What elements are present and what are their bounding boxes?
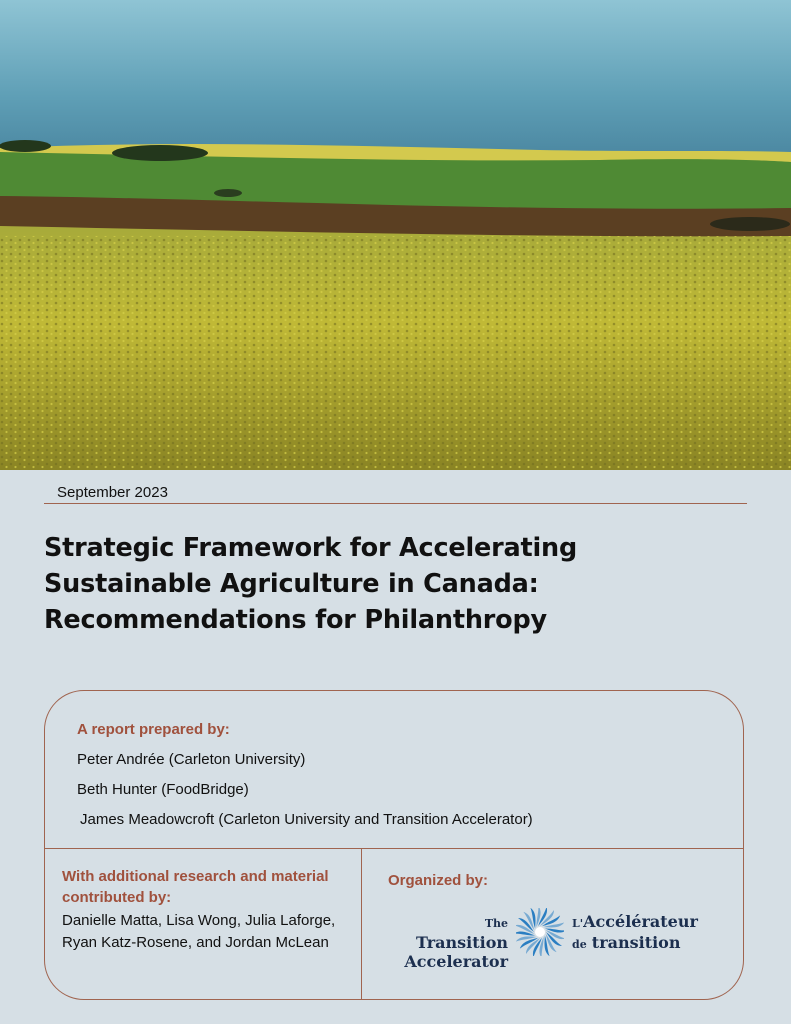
logo-en-line1: Transition [415,933,508,952]
transition-accelerator-wordmark-en [388,912,508,971]
logo-en-small: The [484,917,508,930]
report-title [44,530,744,638]
logo-fr-small: L' [572,917,584,930]
credits-vertical-divider [361,848,362,1000]
contributors-list: Danielle Matta, Lisa Wong, Julia Laforge, Ryan Katz-Rosene, and Jordan McLean [62,912,336,951]
cover-photo-canola-field [0,0,791,470]
organized-by-label: Organized by: [388,872,489,889]
logo-fr-line2: transition [591,933,681,952]
credits-horizontal-divider [44,848,744,849]
logo-en-line2: Accelerator [404,952,508,971]
contributors-label: With additional research and material contributed by: [62,868,329,906]
report-date: September 2023 [57,484,168,501]
date-divider [44,503,747,504]
title-line-3: Recommendations for Philanthropy [44,605,547,635]
title-line-2: Sustainable Agriculture in Canada: [44,569,539,599]
swirl-logo-icon [516,908,564,956]
author-james-meadowcroft: James Meadowcroft (Carleton University and Transition Accelerator) [80,811,533,828]
author-peter-andree: Peter Andrée (Carleton University) [77,751,306,768]
title-line-1: Strategic Framework for Accelerating [44,533,578,563]
prepared-by-label: A report prepared by: [77,721,230,738]
logo-fr-line1: Accélérateur [583,912,698,931]
accelerateur-wordmark-fr [572,912,722,954]
logo-fr-small2: de [572,938,587,951]
author-beth-hunter: Beth Hunter (FoodBridge) [77,781,249,798]
